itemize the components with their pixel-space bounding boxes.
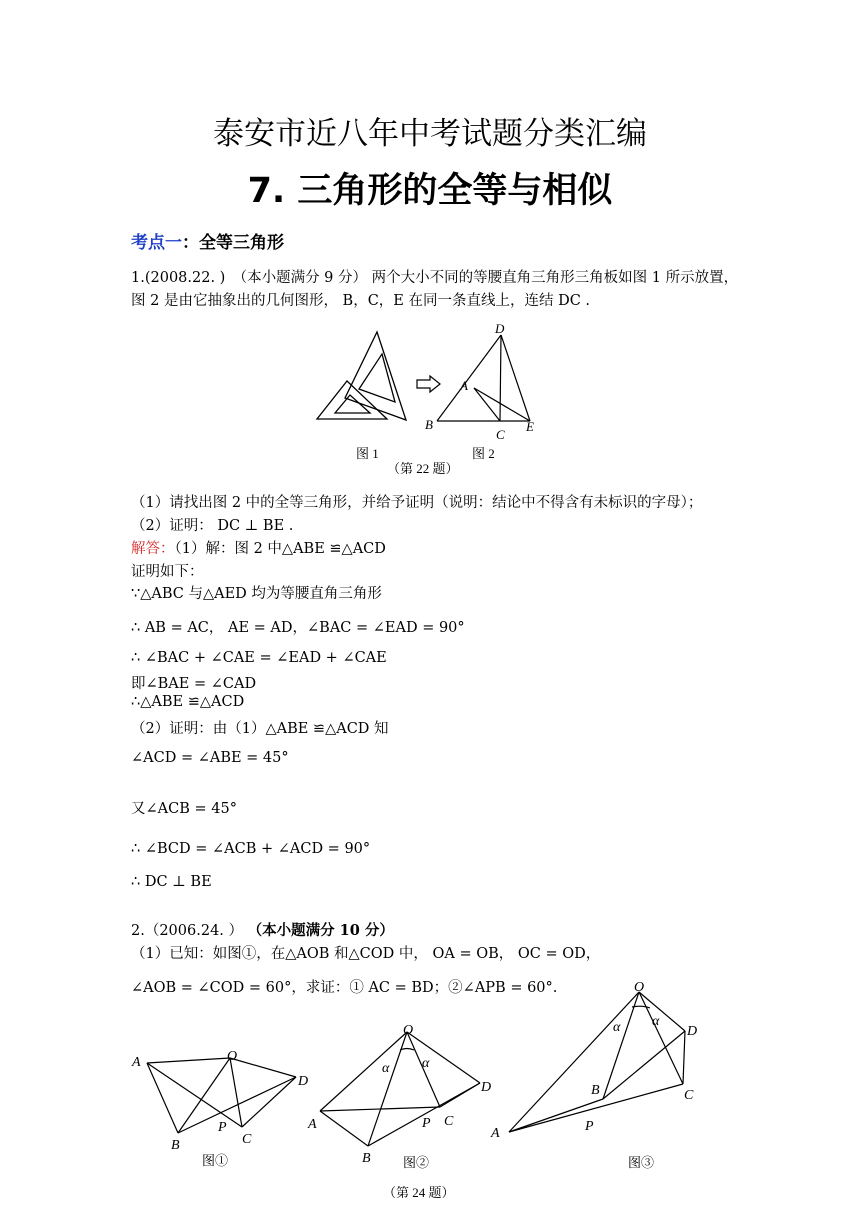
answer-text-1: （1）解：图 2 中△ABE ≌△ACD [174,541,386,557]
fig-3-alpha-left: α [613,1020,621,1035]
fig-3-label-b: B [591,1083,600,1098]
fig-3-label-o: O [634,980,645,995]
q1-part-1: （1）请找出图 2 中的全等三角形，并给予证明（说明：结论中不得含有未标识的字母）； [131,495,703,511]
q1-part-2: （2）证明： DC ⊥ BE . [131,518,294,534]
fig-2-label-a: A [308,1117,317,1132]
q1-answer-line-12: ∴ DC ⊥ BE [131,874,212,890]
fig2-label-a: A [460,378,468,393]
fig-1-label-o: O [227,1049,238,1064]
fig-1-caption: 图① [202,1153,229,1168]
fig-3-label-p: P [585,1119,594,1134]
answer-label: 解答： [131,541,175,557]
fig-3-label-c: C [684,1088,694,1103]
fig-2-label-p: P [422,1116,431,1131]
fig-1-label-d: D [298,1074,309,1089]
q1-answer-line-11: ∴ ∠BCD = ∠ACB + ∠ACD = 90° [131,841,371,857]
fig2-label-d: D [495,321,505,336]
q2-figures [120,975,740,1205]
fig2-label-b: B [425,417,433,432]
q1-answer-line-4: ∴ AB = AC， AE = AD，∠BAC = ∠EAD = 90° [131,620,465,636]
section-heading [131,228,284,253]
fig1-caption: 图 1 [356,446,379,461]
fig2-label-c: C [496,427,505,442]
q1-answer-line-2: 证明如下： [131,564,204,580]
q1-answer-line-5: ∴ ∠BAC + ∠CAE = ∠EAD + ∠CAE [131,650,387,666]
q1-line-1: 1.(2008.22. ) （本小题满分 9 分） 两个大小不同的等腰直角三角形三角板如图 1 所示放置， [131,270,739,286]
chapter-title: 7. 三角形的全等与相似 [247,171,613,211]
section-topic: 全等三角形 [199,233,284,253]
q2-line-2: ∠AOB = ∠COD = 60°，求证：① AC = BD；②∠APB = 60°. [131,980,558,996]
fig24-title: （第 24 题） [383,1185,455,1200]
q1-answer-line-3: ∵△ABC 与△AED 均为等腰直角三角形 [131,586,382,602]
fig-3-label-d: D [687,1024,698,1039]
fig-2-label-c: C [444,1114,454,1129]
fig-3-caption: 图③ [628,1155,655,1170]
arrow-icon [417,376,440,392]
fig-2-label-o: O [403,1023,414,1038]
q1-answer-line-10: 又∠ACB = 45° [131,801,237,817]
q1-answer-line-7: ∴△ABE ≌△ACD [131,694,245,710]
q2-line-1: （1）已知：如图①，在△AOB 和△COD 中， OA = OB， OC = OD， [131,946,601,962]
q1-figure [300,318,560,478]
fig-2-caption: 图② [403,1155,430,1170]
q1-answer-line-9: ∠ACD = ∠ABE = 45° [131,750,289,766]
fig-2-alpha-right: α [422,1056,430,1071]
fig2-label-e: E [526,419,534,434]
fig-3-drawing [509,992,685,1132]
fig-2-label-b: B [362,1151,371,1166]
q1-line-2: 图 2 是由它抽象出的几何图形， B，C，E 在同一条直线上，连结 DC . [131,293,591,309]
fig1-drawing [317,332,406,420]
fig22-title: （第 22 题） [387,461,459,476]
section-separator: ： [182,233,199,253]
fig-1-label-a: A [132,1055,141,1070]
q1-answer-line-6: 即∠BAE = ∠CAD [131,676,257,692]
fig-2-label-d: D [481,1080,492,1095]
section-label: 考点一 [131,233,182,253]
q2-header [131,919,394,940]
q1-answer-line-1 [131,537,386,558]
fig-1-label-p: P [218,1120,227,1135]
q2-number: 2.（2006.24. ） [131,923,244,939]
fig-2-alpha-left: α [382,1061,390,1076]
fig2-drawing [437,335,530,421]
fig-2-drawing [320,1032,480,1146]
q1-answer-line-8: （2）证明：由（1）△ABE ≌△ACD 知 [131,721,389,737]
document-title: 泰安市近八年中考试题分类汇编 [213,116,647,152]
fig-3-alpha-right: α [652,1014,660,1029]
fig-1-label-c: C [242,1132,252,1147]
fig-1-label-b: B [171,1138,180,1153]
q2-score: （本小题满分 10 分） [247,922,394,939]
fig2-caption: 图 2 [472,446,495,461]
fig-3-label-a: A [491,1126,500,1141]
